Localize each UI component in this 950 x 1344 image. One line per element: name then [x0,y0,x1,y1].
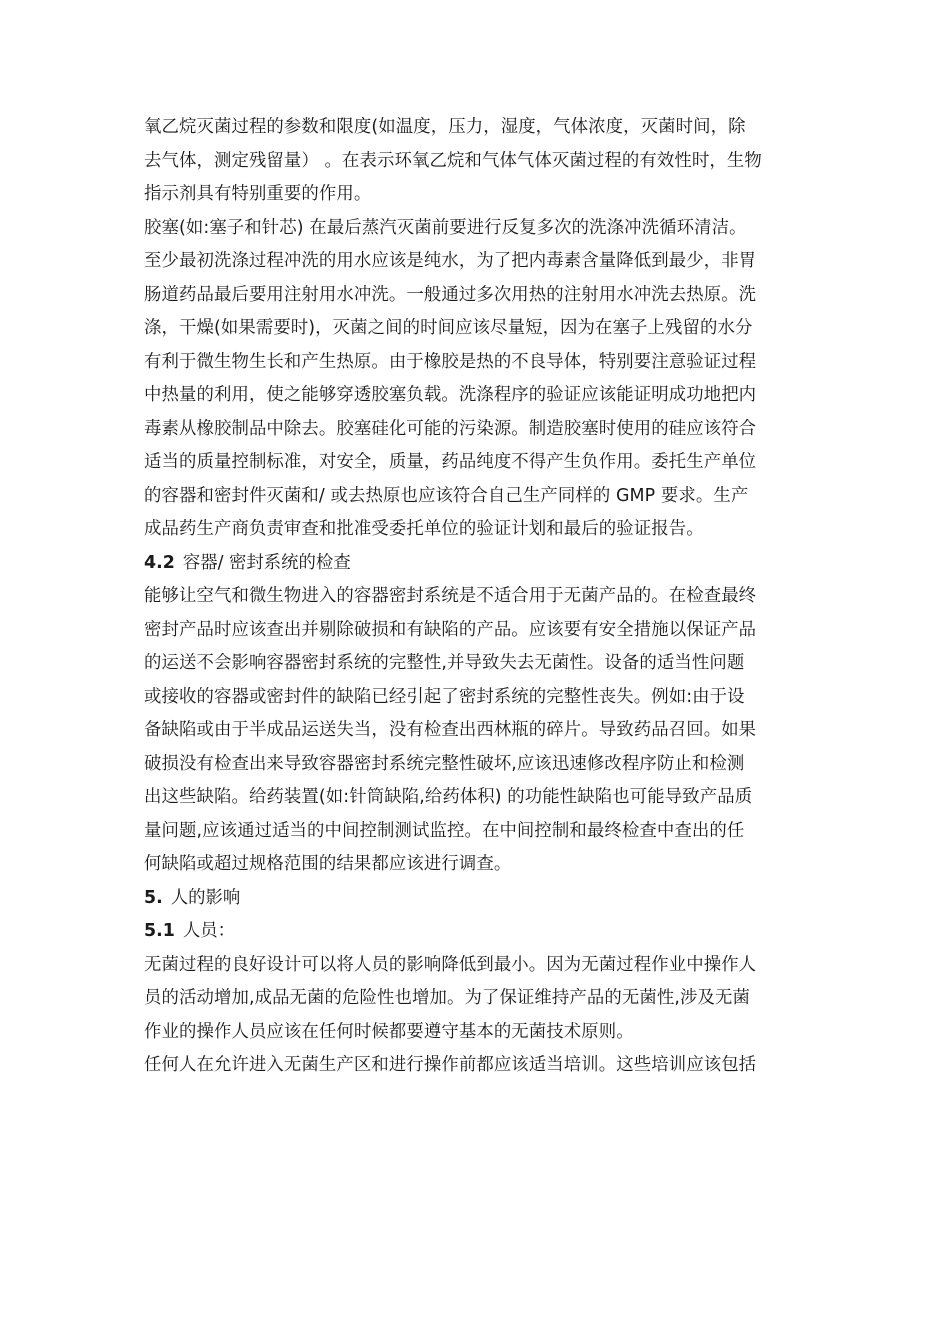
text-line: 能够让空气和微生物进入的容器密封系统是不适合用于无菌产品的。在检查最终 [144,586,757,606]
text-line: 破损没有检查出来导致容器密封系统完整性破坏,应该迅速修改程序防止和检测 [144,753,745,774]
section-number: 5.1 [144,921,175,941]
text-line: 至少最初洗涤过程冲洗的用水应该是纯水，为了把内毒素含量降低到最少，非胃 [144,251,757,271]
text-line: 去气体，测定残留量） 。在表示环氧乙烷和气体气体灭菌过程的有效性时，生物 [144,150,762,171]
text-line: 无菌过程的良好设计可以将人员的影响降低到最小。因为无菌过程作业中操作人 [144,954,757,975]
text-line: 中热量的利用，使之能够穿透胶塞负载。洗涤程序的验证应该能证明成功地把内 [144,385,757,405]
text-line: 涤，干燥(如果需要时)，灭菌之间的时间应该尽量短，因为在塞子上残留的水分 [144,318,753,338]
text-line: 出这些缺陷。给药装置(如:针筒缺陷,给药体积) 的功能性缺陷也可能导致产品质 [144,787,753,807]
section-heading-4-2 [144,547,812,581]
text-line: 量问题,应该通过适当的中间控制测试监控。在中间控制和最终检查中查出的任 [144,820,745,841]
text-line: 的运送不会影响容器密封系统的完整性,并导致失去无菌性。设备的适当性问题 [144,653,745,673]
paragraph-rubber-stoppers [144,212,812,547]
paragraph-personnel-training [144,1049,812,1083]
section-title: 人的影响 [170,887,241,908]
text-line: 肠道药品最后要用注射用水冲洗。一般通过多次用热的注射用水冲洗去热原。洗 [144,284,757,305]
text-line: 适当的质量控制标准，对安全，质量，药品纯度不得产生负作用。委托生产单位 [144,452,757,472]
text-line: 指示剂具有特别重要的作用。 [144,184,372,204]
text-line: 或接收的容器或密封件的缺陷已经引起了密封系统的完整性丧失。例如:由于设 [144,686,745,707]
paragraph-container-inspection [144,580,812,882]
text-line: 胶塞(如:塞子和针芯) 在最后蒸汽灭菌前要进行反复多次的洗涤冲洗循环清洁。 [144,217,747,238]
section-title: 容器/ 密封系统的检查 [182,552,351,573]
text-line: 氧乙烷灭菌过程的参数和限度(如温度，压力，湿度，气体浓度，灭菌时间，除 [144,117,746,137]
paragraph-personnel-design [144,949,812,1050]
text-line: 员的活动增加,成品无菌的危险性也增加。为了保证维持产品的无菌性,涉及无菌 [144,988,750,1008]
section-number: 5. [144,887,163,908]
text-line: 毒素从橡胶制品中除去。胶塞硅化可能的污染源。制造胶塞时使用的硅应该符合 [144,418,757,439]
text-line: 成品药生产商负责审查和批准受委托单位的验证计划和最后的验证报告。 [144,519,704,539]
paragraph-eto-parameters [144,111,812,212]
text-line: 的容器和密封件灭菌和/ 或去热原也应该符合自己生产同样的 GMP 要求。生产 [144,485,749,506]
document-page [144,111,812,1083]
section-number: 4.2 [144,552,175,573]
section-title: 人员： [182,921,235,941]
section-heading-5 [144,882,812,916]
text-line: 密封产品时应该查出并剔除破损和有缺陷的产品。应该要有安全措施以保证产品 [144,619,757,640]
text-line: 作业的操作人员应该在任何时候都要遵守基本的无菌技术原则。 [144,1021,634,1042]
text-line: 何缺陷或超过规格范围的结果都应该进行调查。 [144,854,512,874]
section-heading-5-1 [144,915,812,949]
text-line: 任何人在允许进入无菌生产区和进行操作前都应该适当培训。这些培训应该包括 [144,1055,757,1075]
text-line: 有利于微生物生长和产生热原。由于橡胶是热的不良导体，特别要注意验证过程 [144,351,757,372]
text-line: 备缺陷或由于半成品运送失当，没有检查出西林瓶的碎片。导致药品召回。如果 [144,720,757,740]
